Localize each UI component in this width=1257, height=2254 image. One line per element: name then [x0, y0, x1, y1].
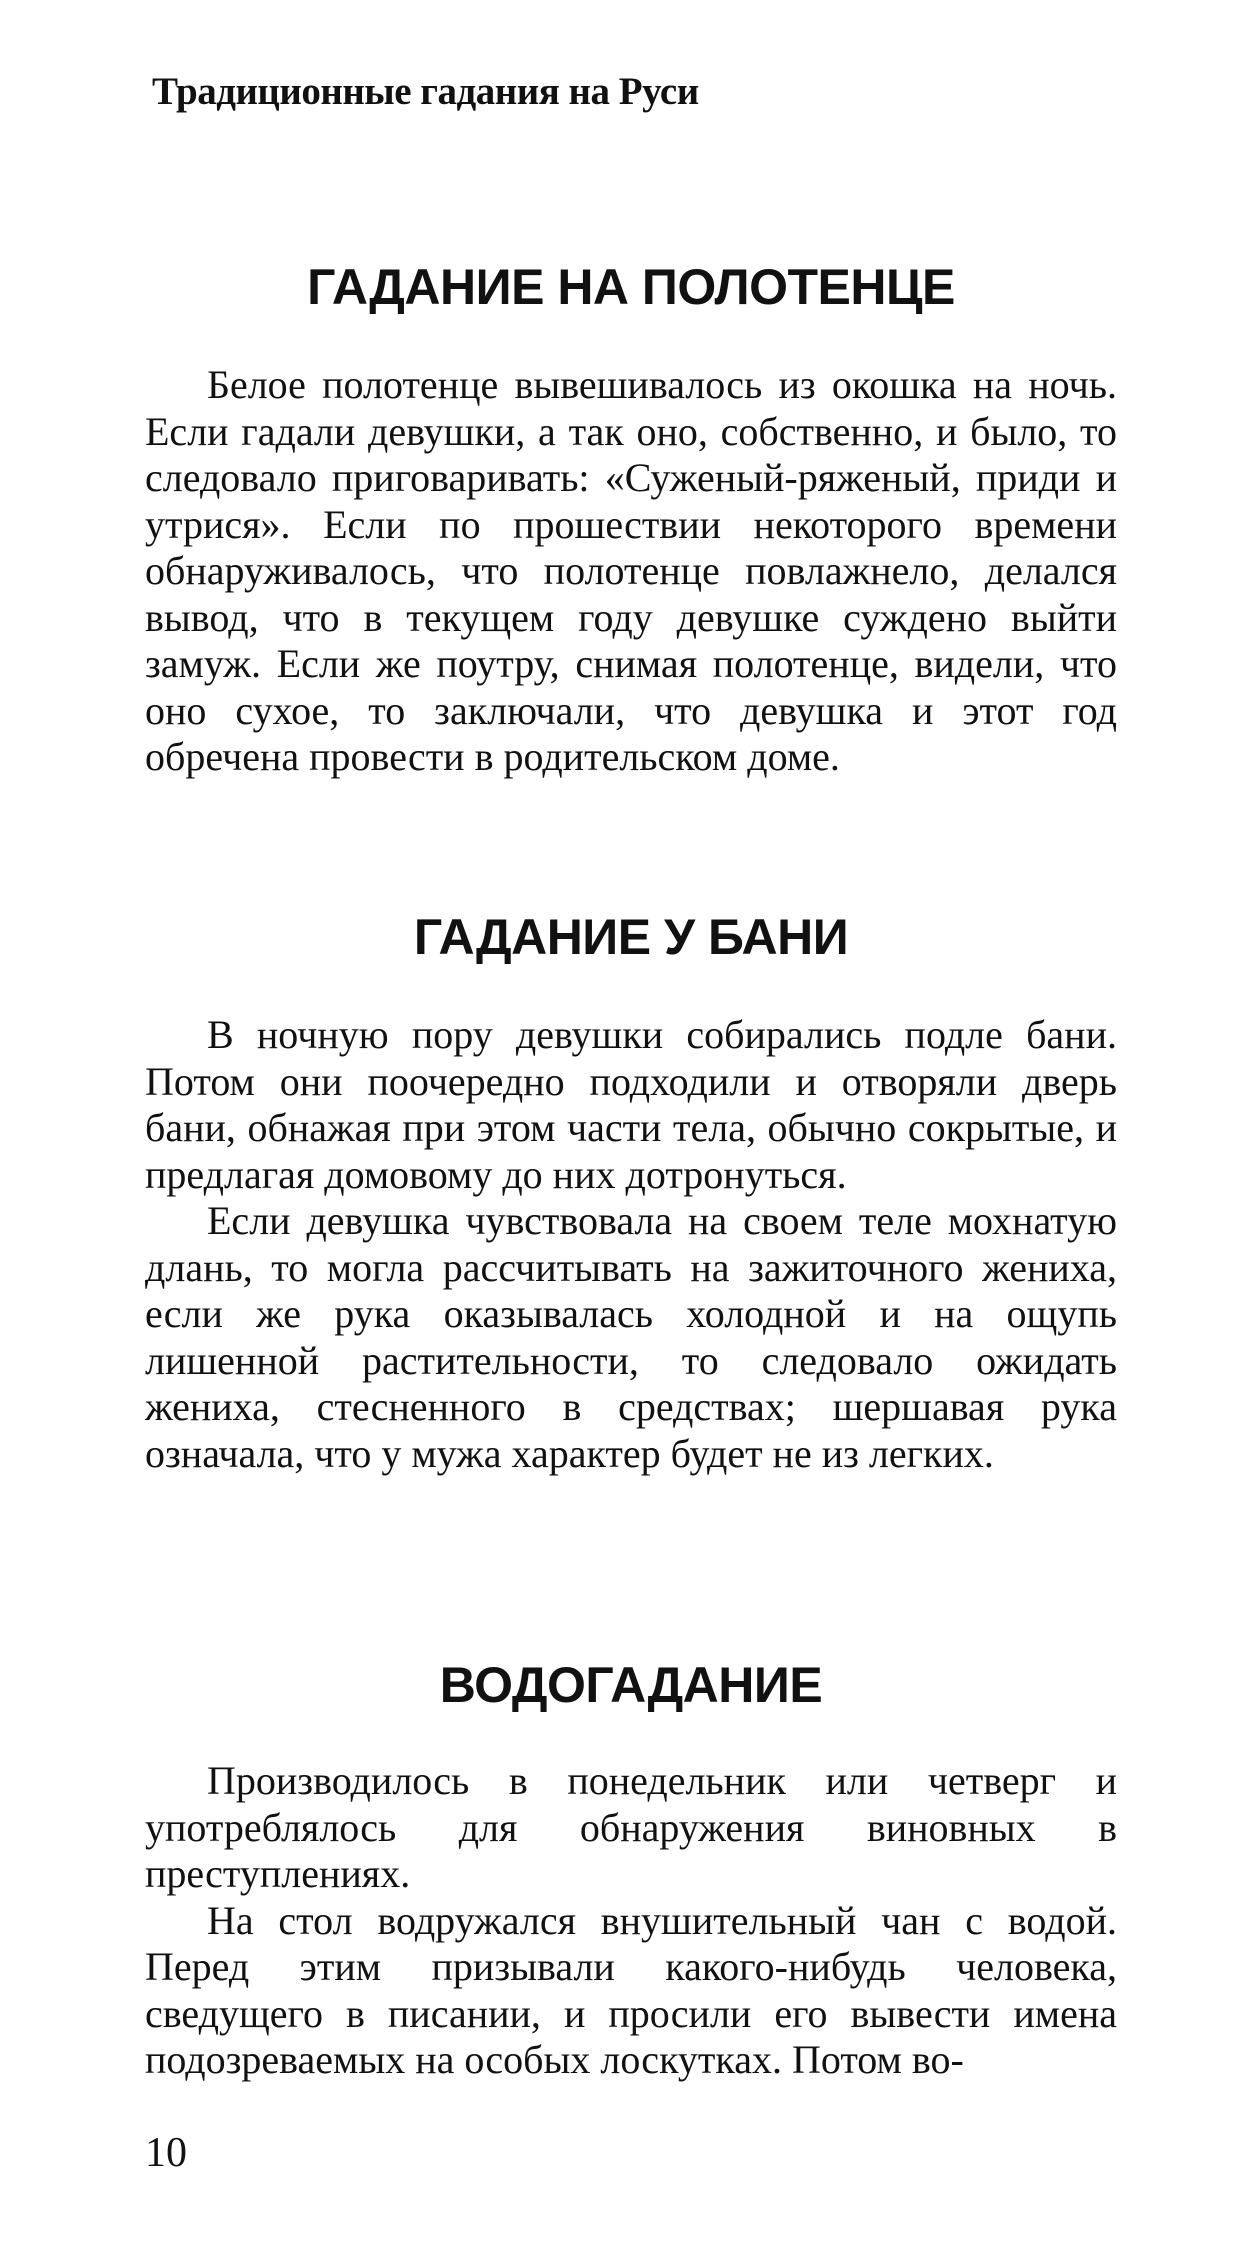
section-towel — [145, 259, 1117, 315]
paragraph: Белое полотенце вывешивалось из окошка на ночь. Если гадали девушки, а так оно, собственно, и было, то следовало приговаривать: «Суженый-ряженый, приди и утрися». Если по прошествии некоторого времени обнаруживалось, что полотенце повлажнело, делался вывод, что в текущем году девушке суждено выйти замуж. Если же поутру, снимая полотенце, видели, что оно сухое, то заключали, что девушка и этот год обречена провести в родительском доме. — [145, 362, 1117, 779]
paragraph: Производилось в понедельник или четверг и употреблялось для обнаружения виновных в преступлениях. — [145, 1758, 1117, 1896]
paragraph: В ночную пору девушки собирались подле бани. Потом они поочередно подходили и отворяли дверь бани, обнажая при этом части тела, обычно сокрытые, и предлагая домовому до них дотронуться. — [145, 1012, 1117, 1197]
page-number: 10 — [145, 2130, 187, 2176]
section-water-divination — [145, 1657, 1117, 1713]
running-head: Традиционные гадания на Руси — [152, 70, 699, 113]
section-bathhouse-body — [145, 1012, 1117, 1477]
paragraph: На стол водружался внушительный чан с водой. Перед этим призывали какого-нибудь человека, сведущего в писании, и просили его вывести имена подозреваемых на особых лоскутках. Потом во- — [145, 1897, 1117, 2082]
section-title: ГАДАНИЕ НА ПОЛОТЕНЦЕ — [307, 259, 955, 315]
section-title: ГАДАНИЕ У БАНИ — [413, 909, 849, 965]
section-towel-body — [145, 362, 1117, 781]
section-water-divination-body — [145, 1758, 1117, 2084]
section-title: ВОДОГАДАНИЕ — [439, 1657, 823, 1713]
paragraph: Если девушка чувствовала на своем теле мохнатую длань, то могла рассчитывать на зажиточного жениха, если же рука оказывалась холодной и на ощупь лишенной растительности, то следовало ожидать жениха, стесненного в средствах; шершавая рука означала, что у мужа характер будет не из легких. — [145, 1198, 1117, 1476]
section-bathhouse — [145, 909, 1117, 965]
